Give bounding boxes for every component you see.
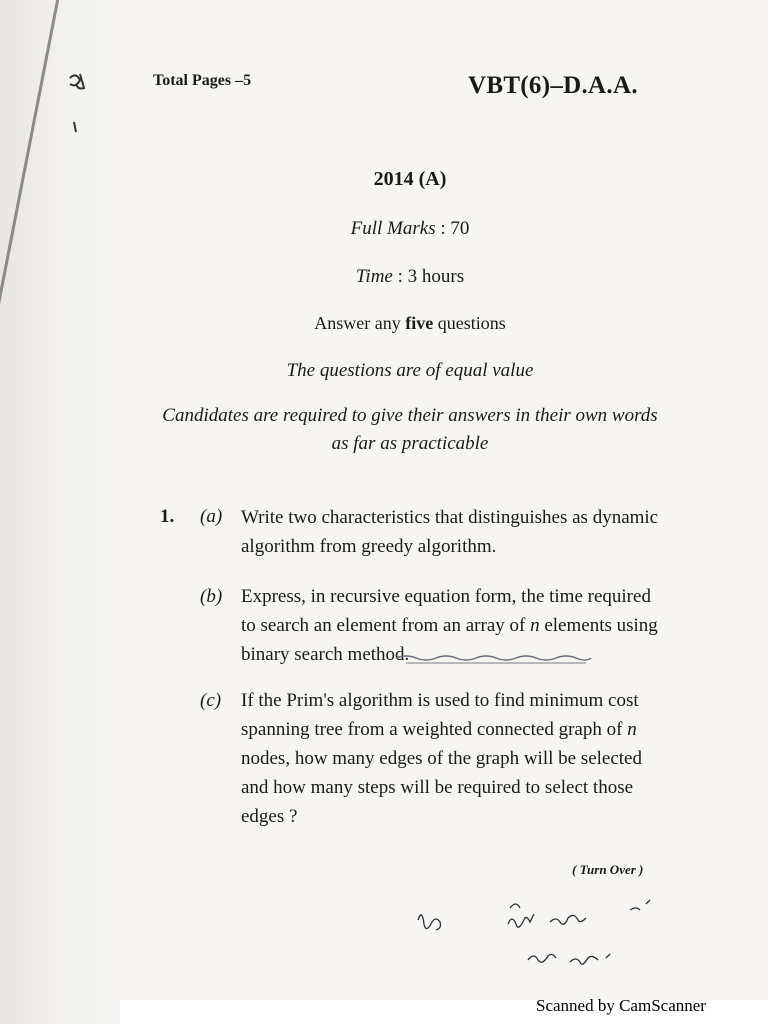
full-marks: Full Marks : 70 xyxy=(350,218,470,239)
part-c-label: (c) xyxy=(200,690,222,711)
part-c-text: If the Prim's algorithm is used to find minimum cost spanning tree from a weighted connected graph of n nodes, how many edges of the graph will be selected and how many steps will be required to select those edges ? xyxy=(241,690,642,827)
equal-value-note: The questions are of equal value xyxy=(286,360,534,381)
paper-code: VBT(6)–D.A.A. xyxy=(468,72,638,99)
answer-instruction: Answer any five questions xyxy=(314,313,506,333)
part-a-label: (a) xyxy=(200,506,223,527)
paper-sheet xyxy=(88,0,768,1000)
scanner-watermark: Scanned by CamScanner xyxy=(536,996,706,1015)
pen-underline xyxy=(396,653,596,667)
margin-scribble xyxy=(66,70,94,140)
part-b-label: (b) xyxy=(200,586,223,607)
exam-time: Time : 3 hours xyxy=(355,266,465,287)
part-b-text: Express, in recursive equation form, the time required to search an element from an array of n elements using binary search method. xyxy=(241,586,658,665)
page-shadow xyxy=(0,0,120,1024)
candidates-note: Candidates are required to give their answers in their own words as far as practicable xyxy=(162,405,658,454)
question-number: 1. xyxy=(160,506,175,527)
handwritten-notes xyxy=(400,880,680,990)
part-a-text: Write two characteristics that distinguishes as dynamic algorithm from greedy algorithm. xyxy=(241,507,659,557)
turn-over: ( Turn Over ) xyxy=(572,862,644,877)
exam-year: 2014 (A) xyxy=(373,168,447,190)
total-pages: Total Pages –5 xyxy=(153,72,252,89)
